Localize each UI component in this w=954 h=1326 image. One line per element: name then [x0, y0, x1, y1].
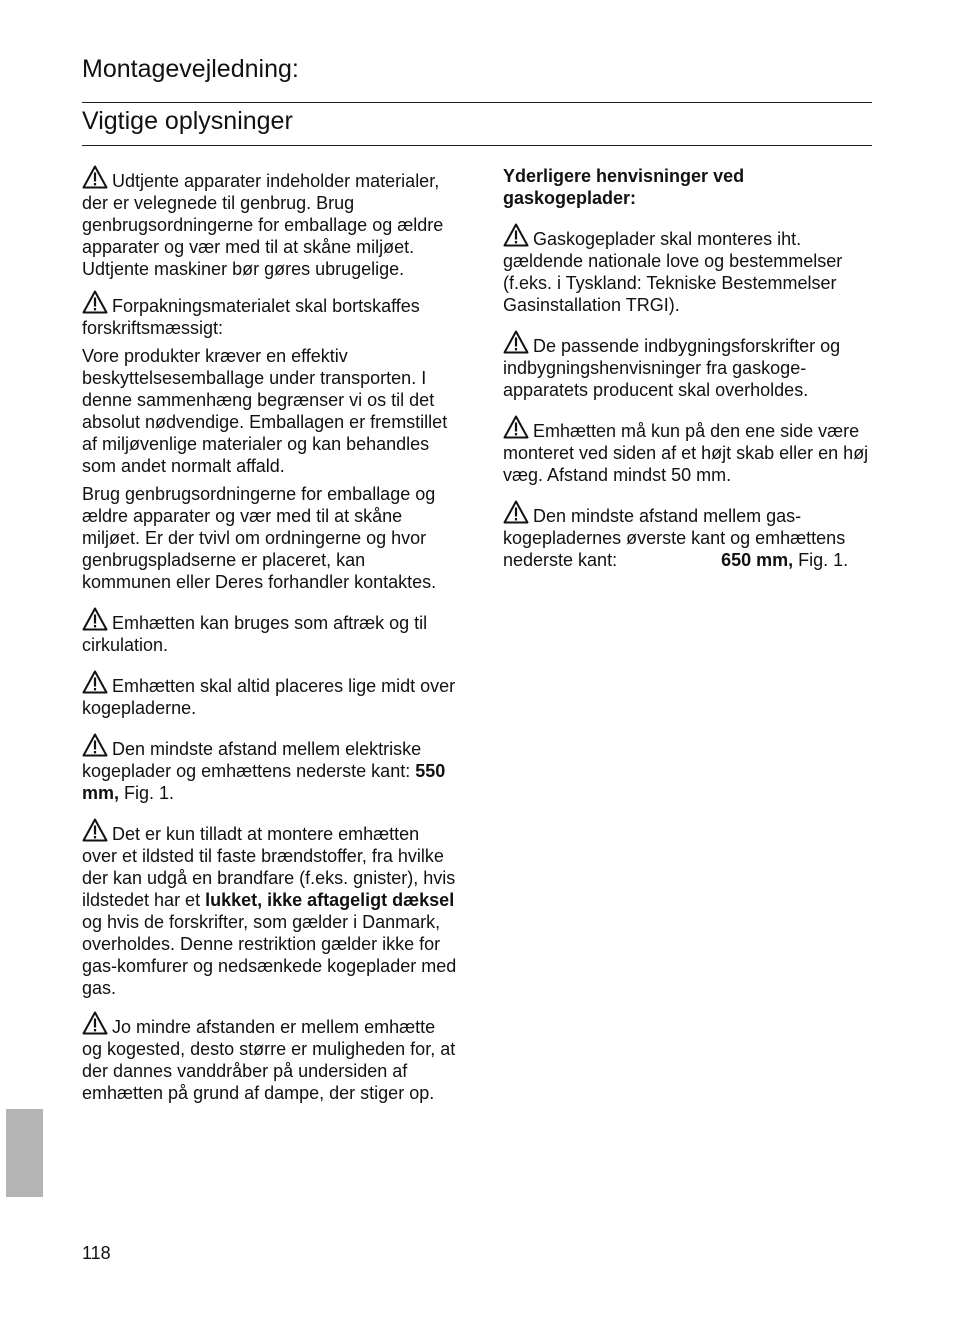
warning-text: Det er kun tilladt at montere emhætten over et ildsted til faste brændstoffer, fra hvilke der kan udgå en brandfare (f.eks. gnister), hvis ildstedet har et	[82, 824, 456, 910]
warning-triangle-icon	[82, 607, 108, 631]
warning-triangle-icon	[503, 415, 529, 439]
page-number: 118	[82, 1243, 111, 1263]
warning-block-side-wall	[503, 415, 875, 486]
left-column	[82, 165, 457, 1104]
warning-block-solid-fuel	[82, 818, 457, 999]
paragraph-packaging: Vore produkter kræver en effektiv beskyttelsesemballage under transporten. I denne sammenhæng begrænser vi os til det absolut nødvendige. Emballagen er fremstillet af miljøvenlige materialer og kan behandles som andet normalt affald.	[82, 346, 448, 476]
distance-value: 550 mm,	[82, 761, 446, 803]
warning-triangle-icon	[82, 165, 108, 189]
warning-block-installation	[503, 330, 875, 401]
figure-reference: Fig. 1.	[798, 550, 849, 570]
warning-block-gas-law	[503, 223, 875, 316]
warning-block-gas-distance	[503, 500, 875, 571]
warning-block-electric-distance	[82, 733, 457, 804]
warning-text: Emhætten skal altid placeres lige midt over kogepladerne.	[82, 676, 456, 718]
paragraph-recycling: Brug genbrugsordningerne for emballage og ældre apparater og vær med til at skåne miljøet. Er der tvivl om ordningerne og hvor genbrugspladserne er placeret, kan kommunen eller Deres forhandler kontaktes.	[82, 484, 437, 592]
page-title: Montagevejledning:	[82, 55, 299, 83]
warning-triangle-icon	[503, 330, 529, 354]
warning-triangle-icon	[82, 670, 108, 694]
warning-text-extra: Udtjente maskiner bør gøres ubrugelige.	[82, 259, 405, 279]
figure-reference: Fig. 1.	[124, 783, 175, 803]
section-heading: Yderligere henvisninger ved gaskogeplader:	[503, 166, 745, 208]
warning-text: Forpakningsmaterialet skal bortskaffes forskriftsmæssigt:	[82, 296, 420, 338]
warning-block-center	[82, 670, 457, 719]
warning-block-packaging	[82, 290, 457, 339]
warning-text: Emhætten kan bruges som aftræk og til cirkulation.	[82, 613, 428, 655]
warning-triangle-icon	[82, 733, 108, 757]
header-divider-top	[82, 102, 872, 103]
language-tab-marker	[6, 1109, 43, 1197]
warning-text-continued: og hvis de forskrifter, som gælder i Danmark, overholdes. Denne restriktion gælder ikke for gas-komfurer og nedsænkede kogeplader med gas.	[82, 912, 457, 998]
warning-text: De passende indbygningsforskrifter og indbygningshenvisninger fra gaskoge-apparatets producent skal overholdes.	[503, 336, 841, 400]
warning-block-exhaust	[82, 607, 457, 656]
distance-value: 650 mm,	[721, 550, 794, 570]
section-title: Vigtige oplysninger	[82, 107, 293, 135]
warning-text: Jo mindre afstanden er mellem emhætte og kogested, desto større er muligheden for, at der dannes vanddråber på undersiden af emhætten på grund af dampe, der stiger op.	[82, 1017, 456, 1103]
warning-triangle-icon	[82, 290, 108, 314]
warning-triangle-icon	[82, 1011, 108, 1035]
warning-triangle-icon	[503, 500, 529, 524]
warning-triangle-icon	[503, 223, 529, 247]
warning-text: Gaskogeplader skal monteres iht. gældende nationale love og bestemmelser (f.eks. i Tyskland: Tekniske Bestemmelser Gasinstallation TRGI).	[503, 229, 843, 315]
warning-text: Den mindste afstand mellem gas-kogepladernes øverste kant og emhættens nederste kant:	[503, 506, 846, 570]
header-divider-bottom	[82, 145, 872, 146]
warning-block-condensation	[82, 1011, 457, 1104]
warning-text: Den mindste afstand mellem elektriske kogeplader og emhættens nederste kant:	[82, 739, 422, 781]
warning-triangle-icon	[82, 818, 108, 842]
right-column	[503, 165, 875, 571]
warning-text: Udtjente apparater indeholder materialer, der er velegnede til genbrug. Brug genbrugsordningerne for emballage og ældre apparater og vær med til at skåne miljøet.	[82, 171, 444, 257]
warning-text: Emhætten må kun på den ene side være monteret ved siden af et højt skab eller en høj væg. Afstand mindst 50 mm.	[503, 421, 869, 485]
emphasis-text: lukket, ikke aftageligt dæksel	[205, 890, 455, 910]
warning-block-recycling	[82, 165, 457, 280]
